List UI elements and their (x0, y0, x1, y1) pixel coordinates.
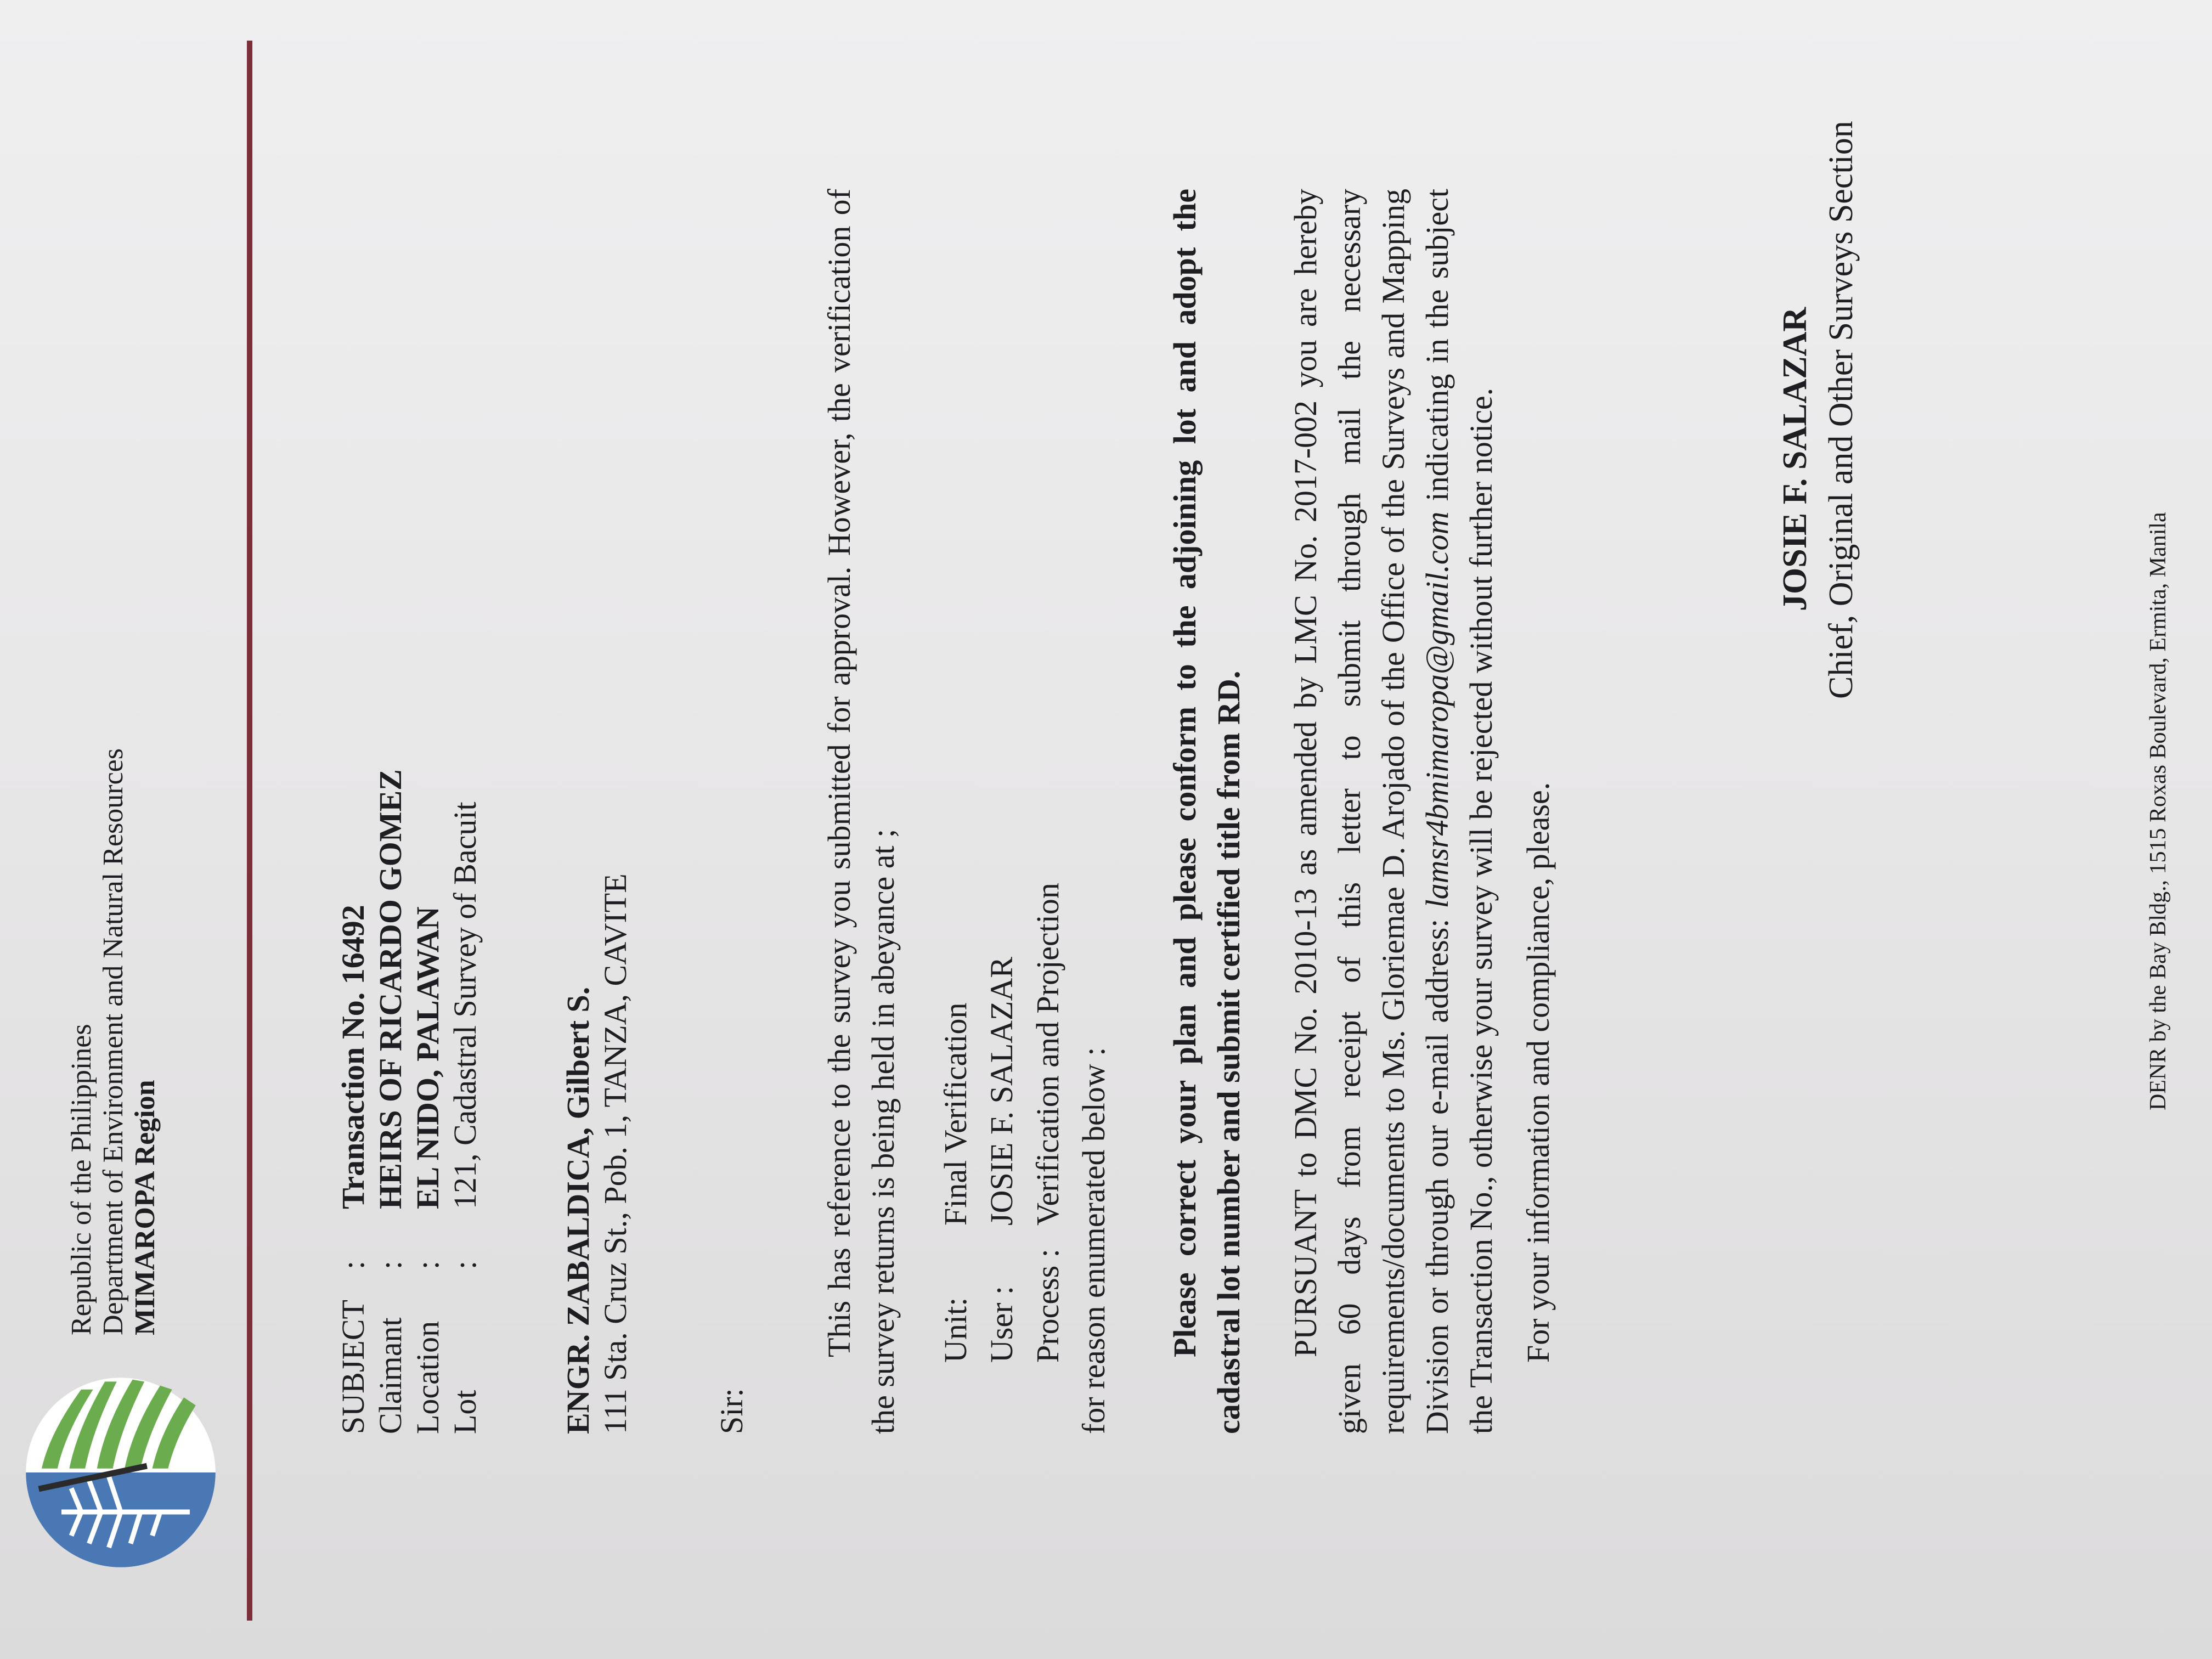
denr-logo (22, 1374, 219, 1571)
location-row (409, 769, 447, 1434)
reason-intro: for reason enumerated below : (1076, 1047, 1111, 1434)
routing-label: User : (984, 1285, 1019, 1363)
agency-line-department: Department of Environment and Natural Resources (98, 748, 129, 1335)
routing-value: JOSIE F. SALAZAR (984, 956, 1019, 1226)
claimant-value: HEIRS OF RICARDO GOMEZ (373, 769, 408, 1209)
colon: : (410, 1260, 445, 1269)
paragraph-pursuant (1284, 189, 1503, 1434)
agency-line-region: MIMAROPA Region (129, 1080, 161, 1335)
claimant-label: Claimant (373, 1317, 408, 1434)
colon: : (335, 1260, 371, 1269)
colon: : (373, 1260, 408, 1269)
agency-line-republic: Republic of the Philippines (66, 1024, 97, 1335)
signature-block (1772, 41, 1864, 699)
paragraph-reference: This has reference to the survey you submitted for approval. However, the verification of the survey returns is being held in abeyance at ; (821, 189, 901, 1434)
routing-row-process (1025, 883, 1071, 1363)
location-value: EL NIDO, PALAWAN (410, 906, 445, 1209)
lot-row (447, 769, 484, 1434)
addressee-address: 111 Sta. Cruz St., Pob. 1, TANZA, CAVITE (597, 873, 633, 1434)
routing-value: Verification and Projection (1030, 883, 1065, 1226)
closing-line: For your information and compliance, please. (1520, 782, 1556, 1363)
email-address: lamsr4bmimaropa@gmail.com (1419, 511, 1455, 909)
signatory-title: Chief, Original and Other Surveys Section (1822, 121, 1860, 699)
routing-label: Unit: (938, 1297, 973, 1363)
routing-value: Final Verification (938, 1002, 973, 1226)
claimant-row (372, 769, 409, 1434)
addressee-name: ENGR. ZABALDICA, Gilbert S. (560, 986, 596, 1434)
lot-value: 121, Cadastral Survey of Bacuit (447, 802, 483, 1209)
signatory-name: JOSIE F. SALAZAR (1776, 307, 1814, 611)
agency-header (66, 748, 161, 1335)
subject-label: SUBJECT (335, 1300, 371, 1434)
colon: : (447, 1260, 483, 1269)
location-label: Location (410, 1321, 445, 1434)
routing-row-unit (933, 883, 979, 1363)
lot-label: Lot (447, 1390, 483, 1434)
pursuant-text-end: indicating in the subject the Transaction No., otherwise your survey will be rejected without further notice. (1419, 188, 1499, 1434)
paragraph-correction: Please correct your plan and please conform to the adjoining lot and adopt the cadastral lot number and submit certified title from RD. (1167, 189, 1246, 1434)
addressee-block (560, 873, 634, 1434)
subject-row (335, 769, 372, 1434)
footer-address: DENR by the Bay Bldg., 1515 Roxas Boulevard, Ermita, Manila (2146, 512, 2171, 1110)
pursuant-text: PURSUANT to DMC No. 2010-13 as amended by LMC No. 2017-002 you are hereby given 60 days from receipt of this letter to submit through mail the necessary requirements/documents to Ms. Gloriemae D. Arojado of the Office of the Surveys and Mapping Division or through our e-mail address: (1288, 189, 1455, 1434)
salutation: Sir: (714, 1388, 749, 1434)
routing-block (933, 883, 1071, 1363)
subject-block (335, 769, 484, 1434)
routing-label: Process : (1030, 1249, 1065, 1363)
letter-document (5, 13, 2200, 1659)
subject-value: Transaction No. 16492 (335, 905, 371, 1209)
routing-row-user (979, 883, 1025, 1363)
header-rule (247, 41, 252, 1621)
